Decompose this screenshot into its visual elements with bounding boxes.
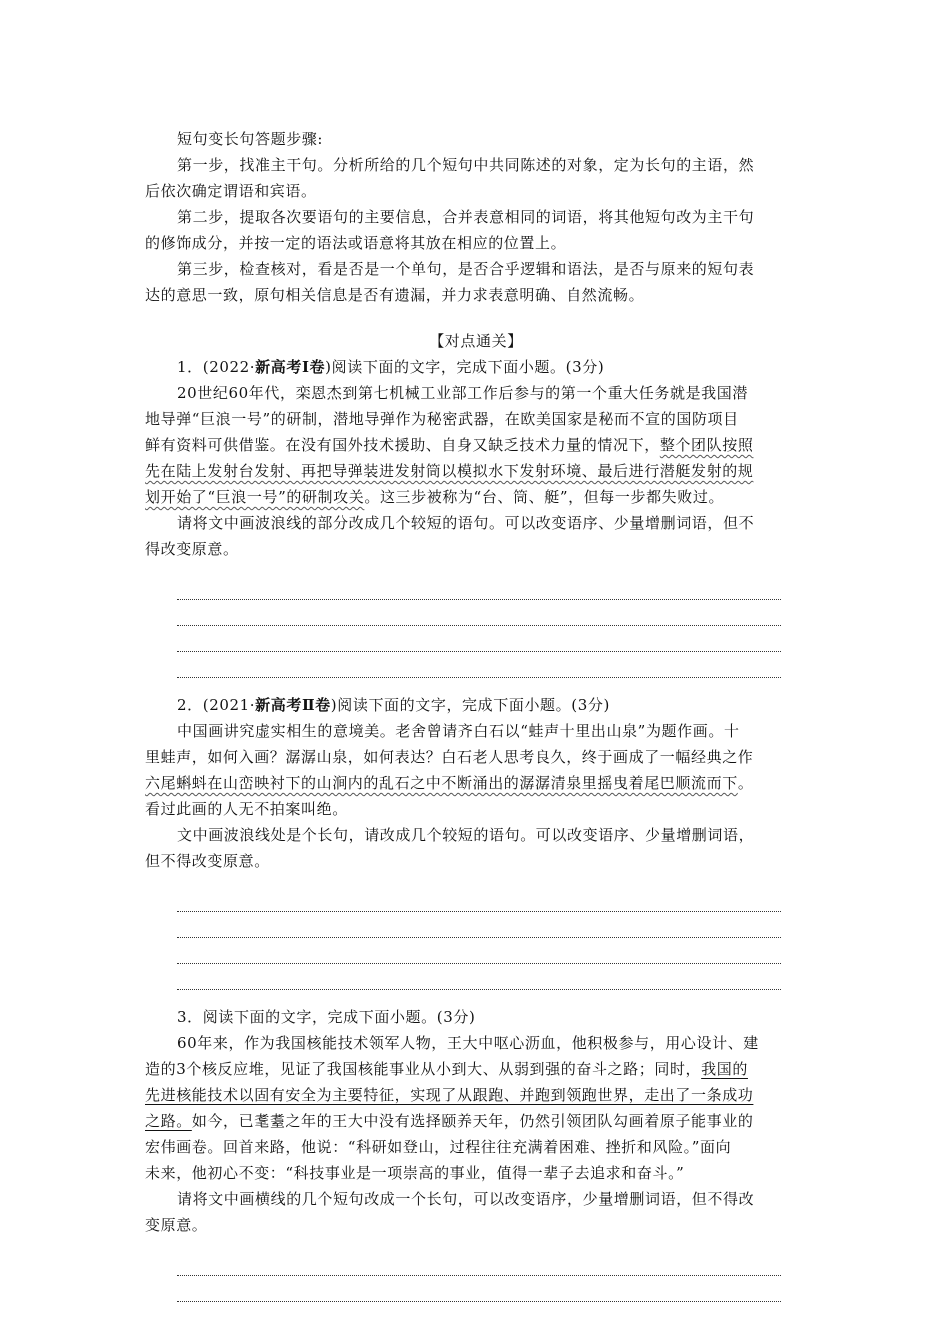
- q2-source: 新高考Ⅱ卷: [255, 696, 331, 714]
- q1-passage-text: 。这三步被称为“台、筒、艇”，但每一步都失败过。: [364, 488, 725, 506]
- step-1-line-2: 后依次确定谓语和宾语。: [145, 182, 317, 200]
- answer-line[interactable]: [177, 652, 781, 678]
- q1-task-line: 得改变原意。: [145, 540, 239, 558]
- step-2-line-2: 的修饰成分，并按一定的语法或语意将其放在相应的位置上。: [145, 234, 567, 252]
- q1-passage-line: 20世纪60年代，栾恩杰到第七机械工业部工作后参与的第一个重大任务就是我国潜: [177, 384, 748, 402]
- q3-passage-line: 60年来，作为我国核能技术领军人物，王大中呕心沥血，他积极参与，用心设计、建: [177, 1034, 759, 1052]
- step-3-line-2: 达的意思一致，原句相关信息是否有遗漏，并力求表意明确、自然流畅。: [145, 286, 645, 304]
- q1-number: 1．(2022·: [177, 358, 256, 376]
- q1-answer-area[interactable]: [177, 574, 781, 678]
- q1-heading: [145, 354, 807, 380]
- q1-passage-line: 地导弹“巨浪一号”的研制，潜地导弹作为秘密武器，在欧美国家是秘而不宣的国防项目: [145, 410, 739, 428]
- q3-task-line: 请将文中画横线的几个短句改成一个长句，可以改变语序，少量增删词语，但不得改: [177, 1190, 755, 1208]
- q3-underlined-text: 先进核能技术以固有安全为主要特征，实现了从跟跑、并跑到领跑世界，走出了一条成功: [145, 1086, 754, 1104]
- q2-passage-text: 。: [737, 774, 754, 792]
- step-1-line-1: 第一步，找准主干句。分析所给的几个短句中共同陈述的对象，定为长句的主语，然: [177, 156, 755, 174]
- q1-wavy-text: 整个团队按照: [659, 436, 754, 454]
- q1-passage-text: 鲜有资料可供借鉴。在没有国外技术援助、自身又缺乏技术力量的情况下，: [145, 436, 660, 454]
- q1-instruction: )阅读下面的文字，完成下面小题。(3分): [325, 358, 605, 376]
- q2-task-line: 但不得改变原意。: [145, 852, 270, 870]
- q1-passage-line: [145, 458, 807, 484]
- answer-line[interactable]: [177, 574, 781, 600]
- q3-answer-area[interactable]: [177, 1250, 781, 1302]
- q1-task-line: 请将文中画波浪线的部分改成几个较短的语句。可以改变语序、少量增删词语，但不: [177, 514, 755, 532]
- q1-passage-line: [145, 484, 807, 510]
- step-2-line-1: 第二步，提取各次要语句的主要信息，合并表意相同的词语，将其他短句改为主干句: [177, 208, 755, 226]
- q3-passage-text: 如今，已耄耋之年的王大中没有选择颐养天年，仍然引领团队勾画着原子能事业的: [191, 1112, 754, 1130]
- q1-wavy-text: 划开始了“巨浪一号”的研制攻关: [145, 488, 365, 506]
- q2-heading: [145, 692, 807, 718]
- answer-line[interactable]: [177, 1276, 781, 1302]
- answer-line[interactable]: [177, 912, 781, 938]
- q3-passage-line: [145, 1108, 807, 1134]
- q2-instruction: )阅读下面的文字，完成下面小题。(3分): [330, 696, 610, 714]
- q2-passage-line: [145, 770, 807, 796]
- q2-number: 2．(2021·: [177, 696, 256, 714]
- answer-line[interactable]: [177, 600, 781, 626]
- q3-passage-line: 宏伟画卷。回首来路，他说：“科研如登山，过程往往充满着困难、挫折和风险。”面向: [145, 1138, 732, 1156]
- q1-wavy-text: 先在陆上发射台发射、再把导弹装进发射筒以模拟水下发射环境、最后进行潜艇发射的规: [145, 462, 754, 480]
- step-3-line-1: 第三步，检查核对，看是否是一个单句，是否合乎逻辑和语法，是否与原来的短句表: [177, 260, 755, 278]
- q3-passage-line: [145, 1056, 807, 1082]
- document-page: [145, 126, 807, 1302]
- q1-passage-line: [145, 432, 807, 458]
- q3-task-line: 变原意。: [145, 1216, 208, 1234]
- q2-wavy-text: 六尾蝌蚪在山峦映衬下的山涧内的乱石之中不断涌出的潺潺清泉里摇曳着尾巴顺流而下: [145, 774, 738, 792]
- q3-heading: 3．阅读下面的文字，完成下面小题。(3分): [177, 1008, 476, 1026]
- q3-underlined-text: 之路。: [145, 1112, 192, 1130]
- q3-passage-text: 造的3个核反应堆，见证了我国核能事业从小到大、从弱到强的奋斗之路；同时，: [145, 1060, 702, 1078]
- steps-heading: 短句变长句答题步骤:: [177, 130, 324, 148]
- q2-passage-line: 中国画讲究虚实相生的意境美。老舍曾请齐白石以“蛙声十里出山泉”为题作画。十: [177, 722, 740, 740]
- answer-line[interactable]: [177, 886, 781, 912]
- q1-source: 新高考Ⅰ卷: [255, 358, 326, 376]
- q3-passage-line: 未来，他初心不变：“科技事业是一项崇高的事业，值得一辈子去追求和奋斗。”: [145, 1164, 685, 1182]
- q3-passage-line: [145, 1082, 807, 1108]
- q2-task-line: 文中画波浪线处是个长句，请改成几个较短的语句。可以改变语序、少量增删词语，: [177, 826, 755, 844]
- q2-answer-area[interactable]: [177, 886, 781, 990]
- section-title: 【对点通关】: [429, 332, 523, 350]
- q3-underlined-text: 我国的: [701, 1060, 748, 1078]
- answer-line[interactable]: [177, 626, 781, 652]
- answer-line[interactable]: [177, 964, 781, 990]
- answer-line[interactable]: [177, 1250, 781, 1276]
- q2-passage-line: 看过此画的人无不拍案叫绝。: [145, 800, 348, 818]
- answer-line[interactable]: [177, 938, 781, 964]
- q2-passage-line: 里蛙声，如何入画？潺潺山泉，如何表达？白石老人思考良久，终于画成了一幅经典之作: [145, 748, 754, 766]
